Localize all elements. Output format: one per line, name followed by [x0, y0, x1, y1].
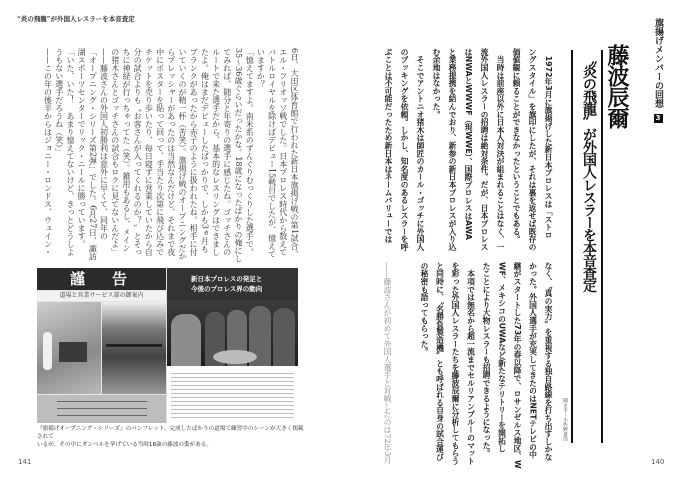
lead-column: 価値観に頼ることができなかったということでもある。 [512, 48, 521, 243]
interview-column: いますか？ [256, 48, 266, 88]
lead-column: のブッキングを依頼。しかし、知名度のあるレスラーを呼 [400, 48, 409, 251]
lead-column: と業務提携を結んでおり、新参の新日本プロレスが入り込 [448, 48, 457, 251]
first-question: ——藤波さんが初めて外国人選手と対戦したのは72年3月 [383, 262, 392, 465]
article-title: 藤波辰爾 [604, 44, 630, 128]
page-number-left: 141 [18, 458, 32, 466]
lead-column: ングスタイル」を旗印にしたが、それは裏を返せば既存の [528, 48, 537, 251]
photo-caption-line: 『旗揚げオープニング・シリーズ』のパンフレット。完成したばかりの道場で練習中のシーンが大きく掲載されて [37, 426, 304, 440]
lead-column: ぶことは不可能だったため新日本はネームバリューでは [384, 48, 393, 243]
page-number-right: 140 [651, 458, 665, 466]
lead-column: む余地はなかった。 [432, 48, 441, 119]
interview-column: 35〜36歳ぐらいだったかな。18歳になったばかりの俺にし [233, 48, 243, 263]
series-number-badge: 3 [654, 114, 663, 123]
title-rule-left [571, 50, 573, 443]
interview-column: 「オープニング・シリーズ第2弾」でした。6月27日、諏訪 [88, 48, 98, 261]
interview-column: 「いた、いた！ あまり憶えてないけど、きっとどうしよ [65, 48, 75, 256]
interview-column: の猪木さんとゴッチさんの試合もロクに見てないんだよ」 [110, 48, 120, 256]
series-label-text: 旗揚げメンバーの回想 [653, 18, 663, 108]
photo-caption [37, 425, 307, 449]
interview-column: らプレッシャーがあったのは当然なんだけど、それまで夜 [166, 48, 176, 256]
lead-column: 当時は前座以外に日本人対決が組まれることはなく、一 [496, 48, 505, 251]
pamphlet-left-panel [37, 268, 166, 423]
lead-column: WF、メキシコのUWAなど新たなテリトリーを開拓し [497, 262, 507, 453]
interview-column: たよ。俺はまだデビューしたばっかりで、しかも3ヵ月も [200, 48, 210, 254]
series-label [652, 18, 664, 123]
lead-top [378, 48, 556, 253]
wrestler-figure [43, 332, 52, 370]
lead-column: と同時に、〝名勝負製造機〟とも呼ばれる自身の試合運び [435, 262, 445, 461]
pamphlet-notice-header: 謹 告 [37, 268, 166, 290]
lead-column: 継がスタートした73年の春以降で、ロサンゼルス地区、W [513, 262, 522, 469]
title-rule-right [601, 50, 603, 443]
pamphlet-right-panel [167, 268, 298, 423]
sake-barrel [213, 350, 257, 364]
lead-column: たことにより大物レスラーも招聘できるようになった。 [482, 262, 491, 457]
interview-column: 「憶えてますよ。南米系のずんぐりむっくりした選手で、 [245, 48, 255, 256]
interview-column: 湖スポーツセンターでリック・ニールに勝っています。 [77, 48, 87, 248]
interview-column: 分の試合よりも〝お客さんが入ってくれるのか？〟とそっ [133, 48, 143, 256]
interview-column: 6日、大田区体育館で行われた新日本旗揚げ戦の第1試合、 [290, 48, 299, 259]
article-subtitle: 〝炎の飛龍〟が外国人レスラーを本音査定 [581, 52, 597, 292]
interview-column: 中にポスターを貼って回って、手当たり次第に飛び込みで [155, 48, 165, 256]
pamphlet-launch-header [167, 268, 298, 300]
interview-column: ——この年の後半からはジョニー・ロンドス、ウェイン・ [43, 48, 53, 256]
lead-column: 流外国人レスラーの招聘は絶対条件。だが、日本プロレス [480, 48, 489, 251]
lead-column: なく、〝真の実力〟を重視する独自路線を打ち出すしかな [544, 262, 553, 461]
lead-bottom [410, 262, 556, 469]
pamphlet-info-list [37, 395, 166, 423]
lead-column: 1972年3月に旗揚げした新日本プロレスは「ストロ [544, 48, 553, 239]
pamphlet-notice-subheader: 道場と営業サービス部の御案内 [37, 291, 166, 301]
interview-column: バトルロイヤルを除けばデビュー15戦目でしたが、憶えて [267, 48, 277, 259]
pamphlet-launch-header-line2: 今後のプロレス界の動向 [191, 285, 263, 293]
lead-column: の秘密も語ってもらった。 [420, 262, 429, 356]
dojo-ring-photo [102, 302, 166, 394]
lead-column: を彩った外国人レスラーたちを藤波辰爾に分析してもらう [451, 262, 460, 465]
interview-column: エル・フリオッソ戦でした。日本プロレス時代から数えて [278, 48, 288, 256]
running-head: “炎の飛龍”が外国人レスラーを本音査定 [17, 15, 135, 23]
dumbbell-rack [59, 342, 87, 362]
interview-column: ちに神経が行っちゃってた（笑）。雑用もあるし、メイン [121, 48, 131, 252]
interview-column: てみれば、随分と年寄りの選手に感じたね。ゴッチさんの [222, 48, 232, 256]
pamphlet-article-text [171, 370, 294, 420]
lead-column: そこでアントニオ猪木は師匠のカール・ゴッチに外国人 [416, 48, 425, 251]
lead-column: はNWAとWWWF（現WWE）、国際プロレスはAWA [464, 48, 473, 240]
dojo-training-photo [37, 302, 101, 394]
interview-column: ブランクがあったから赤子のように扱われたね。相手に付 [189, 48, 199, 256]
photo-caption-line: いるが、その中にダンベルを挙げている当時18歳の藤波の姿がある。 [37, 442, 212, 448]
person-figure [273, 308, 295, 366]
group-toast-photo [167, 300, 298, 366]
interview-column: チケットを売り歩いたり、毎日寝ずに営業していたから自 [144, 48, 154, 256]
interview-body [38, 48, 300, 263]
person-figure [171, 314, 201, 366]
ring-rope [106, 344, 162, 347]
interview-column: ——藤波さんの外国人初勝利は意外に早くて、同年の [99, 48, 109, 240]
interview-column: ルートで来た選手だから、基本的なレスリングはできまし [211, 48, 221, 256]
lead-column: 本項では無名から超一流までセルリアンブルーのマット [466, 262, 476, 465]
interview-column: うもない選手だろうね（笑）」 [54, 48, 64, 156]
lead-column: かった。外国人選手が充実してきたのはNETテレビの中 [528, 262, 538, 459]
interviewer-credit: 聞き手・小佐野景浩 [562, 398, 567, 442]
pamphlet-photo [37, 268, 298, 423]
pamphlet-launch-header-line1: 新日本プロレスの発足と [191, 275, 263, 283]
interview-column: いていくのが精一杯（苦笑）。旗揚げ戦のオープニングだか [177, 48, 187, 260]
